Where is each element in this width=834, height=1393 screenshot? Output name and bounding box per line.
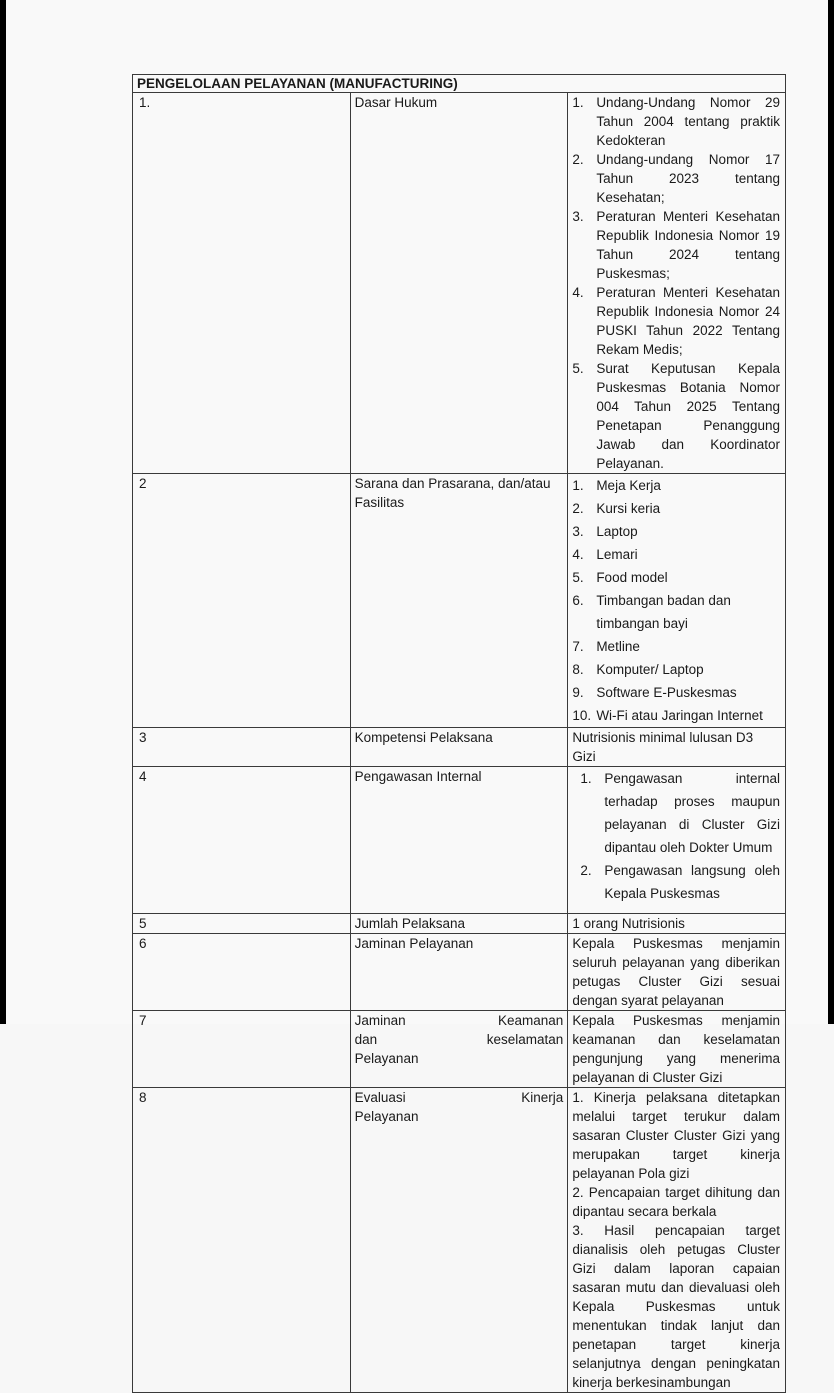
row-label	[350, 1011, 568, 1088]
list-item: 1. Pengawasan internal terhadap proses maupun pelayanan di Cluster Gizi dipantau oleh Dokter Umum	[580, 771, 780, 855]
row-label-line: Pelayanan	[354, 1109, 419, 1124]
list-item: 2. Kursi keria	[572, 501, 661, 516]
row-number: 5	[133, 914, 351, 934]
list-item: 5. Food model	[572, 570, 668, 585]
list-item: 5. Surat Keputusan Kepala Puskesmas Botania Nomor 004 Tahun 2025 Tentang Penetapan Penanggung Jawab dan Koordinator Pelayanan.	[572, 361, 780, 471]
row-label-line: Jaminan Keamanan	[354, 1013, 564, 1028]
row-number: 4	[133, 767, 351, 914]
row-value: Kepala Puskesmas menjamin keamanan dan keselamatan pengunjung yang menerima pelayanan di Cluster Gizi	[568, 1011, 786, 1088]
row-label: Dasar Hukum	[350, 93, 568, 474]
list-item: 2. Undang-undang Nomor 17 Tahun 2023 tentang Kesehatan;	[572, 152, 780, 205]
row-label: Jaminan Pelayanan	[350, 934, 568, 1011]
evaluation-paragraph: 2. Pencapaian target dihitung dan dipantau secara berkala	[572, 1185, 780, 1219]
row-value	[568, 767, 786, 914]
table-row	[133, 914, 786, 934]
row-label	[350, 1088, 568, 1393]
table-row	[133, 728, 786, 767]
list-item: 6. Timbangan badan dan timbangan bayi	[572, 593, 731, 631]
list-item: 7. Metline	[572, 639, 640, 654]
row-number: 2	[133, 474, 351, 728]
service-management-table	[132, 74, 786, 1393]
row-value: 1 orang Nutrisionis	[568, 914, 786, 934]
list-item: 8. Komputer/ Laptop	[572, 662, 704, 677]
row-label: Jumlah Pelaksana	[350, 914, 568, 934]
right-dark-border	[828, 0, 834, 1024]
facilities-list	[572, 474, 780, 727]
row-number: 3	[133, 728, 351, 767]
table-row	[133, 93, 786, 474]
table-row	[133, 767, 786, 914]
evaluation-paragraph: 1. Kinerja pelaksana ditetapkan melalui target terukur dalam sasaran Cluster Cluster Gizi yang merupakan target kinerja pelayanan Pola gizi	[572, 1090, 780, 1181]
list-item: 3. Peraturan Menteri Kesehatan Republik Indonesia Nomor 19 Tahun 2024 tentang Puskesmas;	[572, 209, 780, 281]
row-label: Sarana dan Prasarana, dan/atau Fasilitas	[350, 474, 568, 728]
list-item: 1. Meja Kerja	[572, 478, 661, 493]
table-row	[133, 1088, 786, 1393]
row-label: Kompetensi Pelaksana	[350, 728, 568, 767]
row-number: 7	[133, 1011, 351, 1088]
row-label-line: Evaluasi Kinerja	[354, 1090, 564, 1105]
list-item: 2. Pengawasan langsung oleh Kepala Puskesmas	[580, 863, 780, 901]
list-item: 3. Laptop	[572, 524, 638, 539]
list-item: 9. Software E-Puskesmas	[572, 685, 737, 700]
list-item: 4. Peraturan Menteri Kesehatan Republik Indonesia Nomor 24 PUSKI Tahun 2022 Tentang Rekam Medis;	[572, 285, 780, 357]
list-item: 4. Lemari	[572, 547, 638, 562]
row-label-line: dan keselamatan	[354, 1032, 564, 1047]
row-number: 1.	[133, 93, 351, 474]
row-value: Kepala Puskesmas menjamin seluruh pelayanan yang diberikan petugas Cluster Gizi sesuai dengan syarat pelayanan	[568, 934, 786, 1011]
table-header-row	[133, 75, 786, 93]
list-item: 10. Wi-Fi atau Jaringan Internet	[572, 708, 763, 723]
table-row	[133, 474, 786, 728]
row-number: 6	[133, 934, 351, 1011]
list-item: 1. Undang-Undang Nomor 29 Tahun 2004 tentang praktik Kedokteran	[572, 95, 780, 148]
table-row	[133, 934, 786, 1011]
row-label: Pengawasan Internal	[350, 767, 568, 914]
document-page	[6, 0, 828, 1390]
row-value	[568, 474, 786, 728]
table-title: PENGELOLAAN PELAYANAN (MANUFACTURING)	[133, 75, 786, 93]
row-value	[568, 1088, 786, 1393]
row-number: 8	[133, 1088, 351, 1393]
internal-supervision-list	[572, 767, 780, 913]
row-value: Nutrisionis minimal lulusan D3 Gizi	[568, 728, 786, 767]
row-label-line: Pelayanan	[354, 1051, 419, 1066]
evaluation-paragraph: 3. Hasil pencapaian target dianalisis oleh petugas Cluster Gizi dalam laporan capaian sasaran mutu dan dievaluasi oleh Kepala Puskesmas untuk menentukan tindak lanjut dan penetapan target kinerja selanjutnya dengan peningkatan kinerja berkesinambungan	[572, 1223, 780, 1390]
legal-basis-list	[572, 93, 780, 473]
row-value	[568, 93, 786, 474]
table-row	[133, 1011, 786, 1088]
